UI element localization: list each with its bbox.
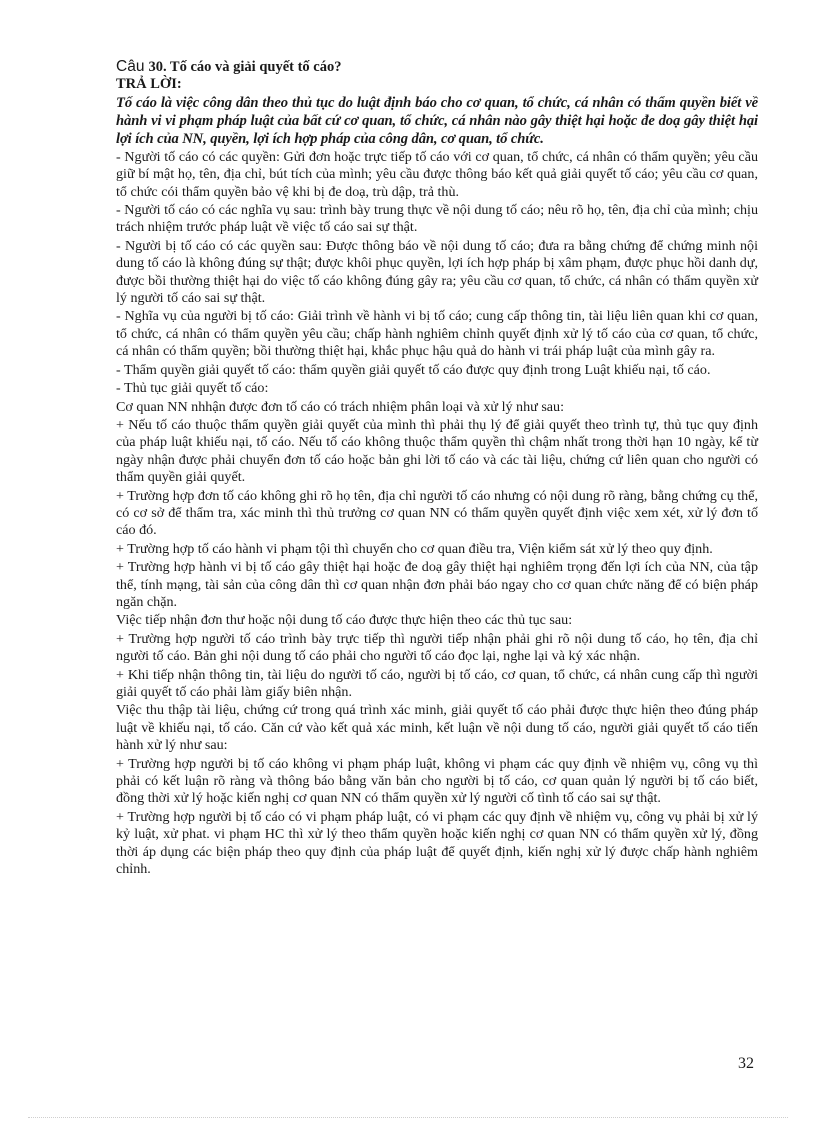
paragraph: + Trường hợp đơn tố cáo không ghi rõ họ tên, địa chỉ người tố cáo nhưng có nội dung rõ ràng, bằng chứng cụ thể, có cơ sở để thẩm tra, xác minh thì thủ trưởng cơ quan NN có thẩm quyền quyết định việc xem xét, xử lý đơn tố cáo đó. bbox=[116, 487, 758, 539]
paragraph: - Người tố cáo có các quyền: Gửi đơn hoặc trực tiếp tố cáo với cơ quan, tổ chức, cá nhân có thẩm quyền; yêu cầu giữ bí mật họ, tên, địa chỉ, bút tích của mình; yêu cầu được thông báo kết quả giải quyết tố cáo; yêu cầu cơ quan, tổ chức cói thẩm quyền bảo vệ khi bị đe doạ, trù dập, trả thù. bbox=[116, 148, 758, 200]
paragraph: + Trường hợp người tố cáo trình bày trực tiếp thì người tiếp nhận phải ghi rõ nội dung tố cáo, họ tên, địa chỉ người tố cáo. Bản ghi nội dung tố cáo phải cho người tố cáo đọc lại, nghe lại và ký xác nhận. bbox=[116, 630, 758, 665]
paragraph: - Người bị tố cáo có các quyền sau: Được thông báo về nội dung tố cáo; đưa ra bằng chứng để chứng minh nội dung tố cáo là không đúng sự thật; được khôi phục quyền, lợi ích hợp pháp bị xâm phạm, được phục hồi danh dự, được bồi thường thiệt hại do việc tố cáo không đúng gây ra; yêu cầu cơ quan, tổ chức, cá nhân có thẩm quyền xử lý người tố cáo sai sự thật. bbox=[116, 237, 758, 307]
paragraph: + Trường hợp người bị tố cáo không vi phạm pháp luật, không vi phạm các quy định về nhiệm vụ, công vụ thì phải có kết luận rõ ràng và thông báo bằng văn bản cho người bị tố cáo, cơ quan quản lý người bị tố cáo biết, đồng thời xử lý hoặc kiến nghị cơ quan NN có thẩm quyền xử lý người cố tình tố cáo sai sự thật. bbox=[116, 755, 758, 807]
paragraph: Việc tiếp nhận đơn thư hoặc nội dung tố cáo được thực hiện theo các thủ tục sau: bbox=[116, 612, 573, 629]
paragraph: + Nếu tố cáo thuộc thẩm quyền giải quyết của mình thì phải thụ lý để giải quyết theo trình tự, thủ tục quy định của pháp luật khiếu nại, tố cáo. Nếu tố cáo không thuộc thẩm quyền thì chậm nhất trong thời hạn 10 ngày, kể từ ngày nhận được phải chuyển đơn tố cáo hoặc bản ghi lời tố cáo và các tài liệu, chứng cứ liên quan cho người có thẩm quyền giải quyết. bbox=[116, 416, 758, 486]
document-body bbox=[116, 58, 758, 878]
paragraph: + Trường hợp hành vi bị tố cáo gây thiệt hại hoặc đe doạ gây thiệt hại nghiêm trọng đến lợi ích của NN, của tập thể, tính mạng, tài sản của công dân thì cơ quan nhận đơn phải báo ngay cho cơ quan chức năng để có biện pháp ngăn chặn. bbox=[116, 559, 758, 610]
paragraph: - Thủ tục giải quyết tố cáo: bbox=[116, 380, 269, 397]
question-title: 30. Tố cáo và giải quyết tố cáo? bbox=[148, 59, 342, 75]
paragraph: Việc thu thập tài liệu, chứng cứ trong quá trình xác minh, giải quyết tố cáo phải được thực hiện theo đúng pháp luật về khiếu nại, tố cáo. Căn cứ vào kết quả xác minh, kết luận về nội dung tố cáo, người giải quyết tố cáo tiến hành xử lý như sau: bbox=[116, 702, 758, 754]
paragraph: + Trường hợp tố cáo hành vi phạm tội thì chuyển cho cơ quan điều tra, Viện kiểm sát xử lý theo quy định. bbox=[116, 540, 713, 557]
paragraph: Cơ quan NN nhhận được đơn tố cáo có trách nhiệm phân loại và xử lý như sau: bbox=[116, 398, 565, 415]
paragraph: + Khi tiếp nhận thông tin, tài liệu do người tố cáo, người bị tố cáo, cơ quan, tổ chức, cá nhân cung cấp thì người giải quyết tố cáo phải làm giấy biên nhận. bbox=[116, 666, 758, 700]
page-number: 32 bbox=[738, 1055, 754, 1072]
answer-label: TRẢ LỜI: bbox=[116, 76, 182, 93]
paragraph: + Trường hợp người bị tố cáo có vi phạm pháp luật, có vi phạm các quy định về nhiệm vụ, công vụ phải bị xử lý kỷ luật, xử phat. vi phạm HC thì xử lý theo thẩm quyền hoặc kiến nghị cơ quan NN có thẩm quyền xử lý, đồng thời áp dụng các biện pháp theo quy định của pháp luật để quyết định, kiến nghị xử lý được chấp hành nghiêm chỉnh. bbox=[116, 808, 758, 878]
question-heading bbox=[116, 58, 758, 76]
definition-paragraph: Tố cáo là việc công dân theo thủ tục do luật định báo cho cơ quan, tổ chức, cá nhân có thẩm quyền biết về hành vi vi phạm pháp luật của bất cứ cơ quan, tổ chức, cá nhân nào gây thiệt hại hoặc đe doạ gây thiệt hại lợi ích của NN, quyền, lợi ích hợp pháp của công dân, cơ quan, tổ chức. bbox=[116, 94, 758, 147]
paragraph: - Thẩm quyền giải quyết tố cáo: thẩm quyền giải quyết tố cáo được quy định trong Luật khiếu nại, tố cáo. bbox=[116, 361, 711, 378]
paragraph: - Nghĩa vụ của người bị tố cáo: Giải trình về hành vi bị tố cáo; cung cấp thông tin, tài liệu liên quan khi cơ quan, tổ chức, cá nhân có thẩm quyền yêu cầu; chấp hành nghiêm chỉnh quyết định xử lý tố cáo của cơ quan, tổ chức, cá nhân có thẩm quyền; bồi thường thiệt hại, khắc phục hậu quả do hành vi trái pháp luật của mình gây ra. bbox=[116, 308, 758, 360]
paragraph: - Người tố cáo có các nghĩa vụ sau: trình bày trung thực về nội dung tố cáo; nêu rõ họ, tên, địa chỉ của mình; chịu trách nhiệm trước pháp luật về việc tố cáo sai sự thật. bbox=[116, 202, 758, 236]
question-prefix: Câu bbox=[116, 58, 145, 75]
page-bottom-rule bbox=[28, 1117, 788, 1118]
